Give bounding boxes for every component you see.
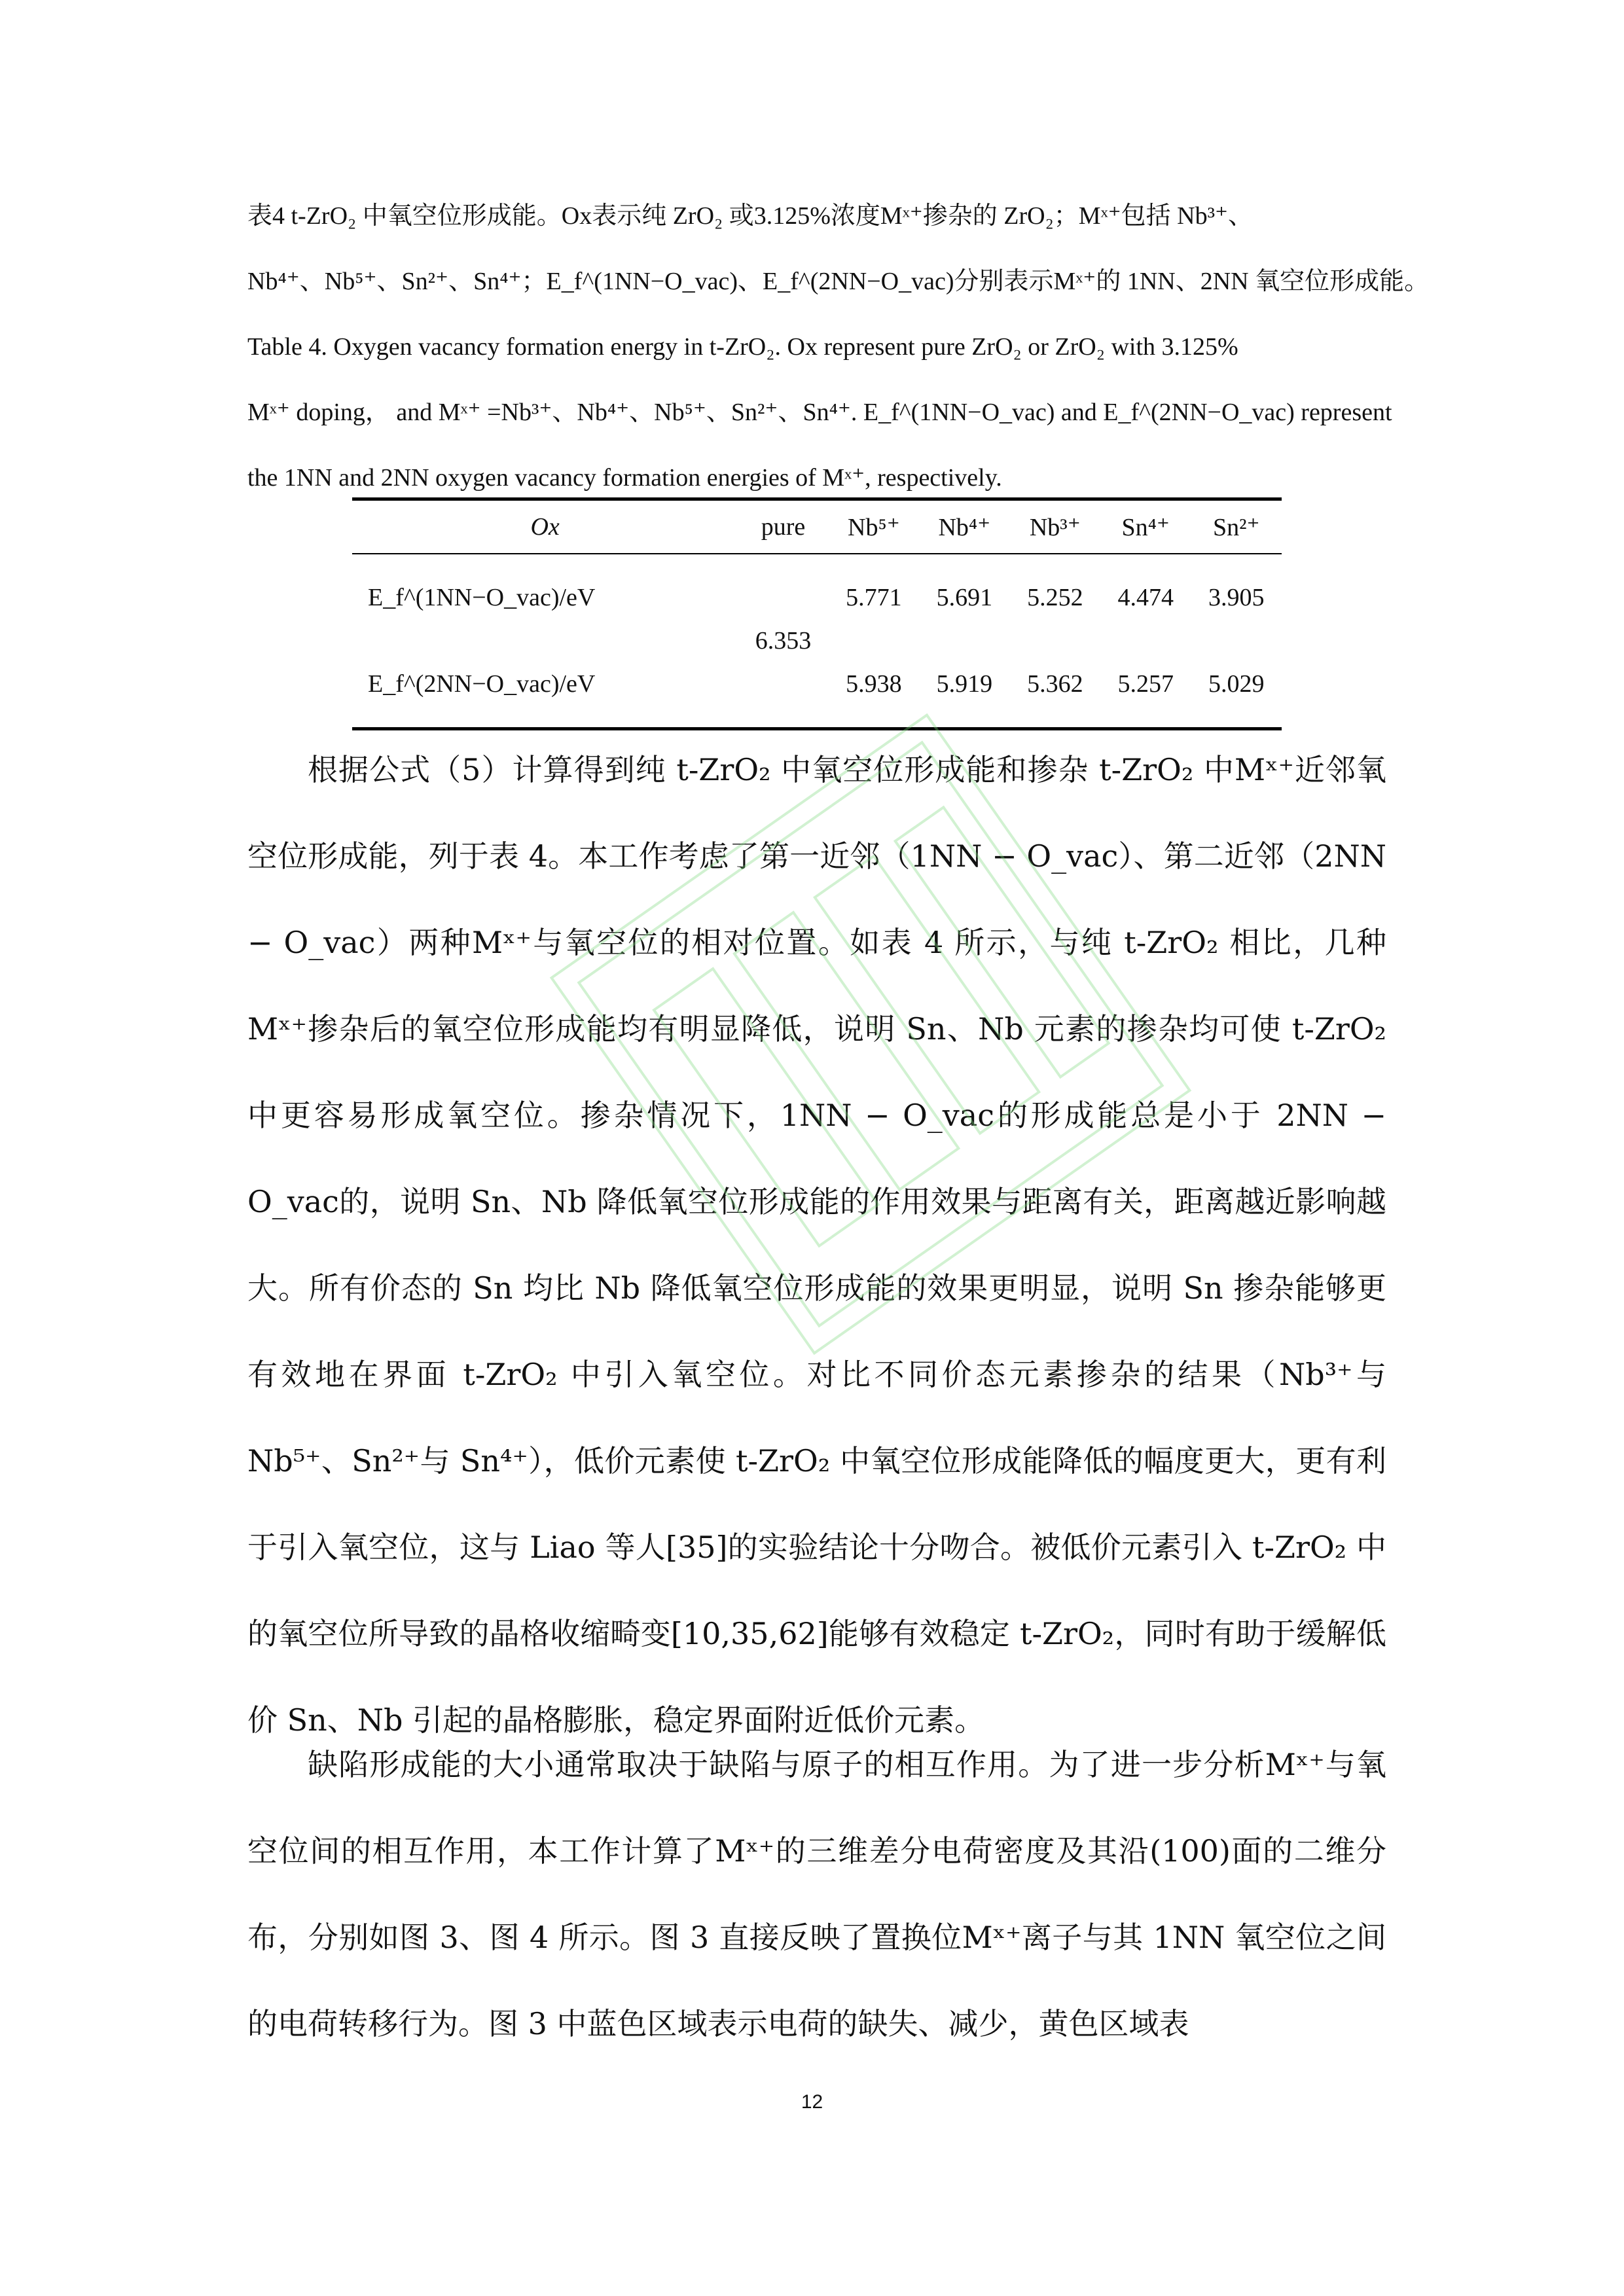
row-label-2nn: E_f^(2NN−O_vac)/eV [368, 670, 596, 698]
table-caption-en [247, 314, 1392, 511]
header-sn2: Sn²⁺ [1212, 513, 1260, 541]
table-cell: 5.257 [1117, 670, 1174, 698]
caption-en-line-1: Table 4. Oxygen vacancy formation energy in t-ZrO₂. Ox represent pure ZrO₂ or ZrO₂ with 3.125% [247, 333, 1238, 361]
header-nb4: Nb⁴⁺ [938, 513, 991, 541]
caption-zh-line-2: Nb⁴⁺、Nb⁵⁺、Sn²⁺、Sn⁴⁺；E_f^(1NN−O_vac)、E_f^(2NN−O_vac)分别表示Mˣ⁺的 1NN、2NN 氧空位形成能。 [247, 268, 1430, 295]
table-cell: 5.029 [1208, 670, 1265, 698]
table-cell: 5.362 [1027, 670, 1083, 698]
paragraph-text: 根据公式（5）计算得到纯 t-ZrO₂ 中氧空位形成能和掺杂 t-ZrO₂ 中Mˣ⁺近邻氧空位形成能，列于表 4。本工作考虑了第一近邻（1NN − O_vac）、第二近邻（2NN − O_vac）两种Mˣ⁺与氧空位的相对位置。如表 4 所示，与纯 t-ZrO₂ 相比，几种Mˣ⁺掺杂后的氧空位形成能均有明显降低，说明 Sn、Nb 元素的掺杂均可使 t-ZrO₂ 中更容易形成氧空位。掺杂情况下，1NN − O_vac的形成能总是小于 2NN − O_vac的，说明 Sn、Nb 降低氧空位形成能的作用效果与距离有关，距离越近影响越大。所有价态的 Sn 均比 Nb 降低氧空位形成能的效果更明显，说明 Sn 掺杂能够更有效地在界面 t-ZrO₂ 中引入氧空位。对比不同价态元素掺杂的结果（Nb³⁺与 Nb⁵⁺、Sn²⁺与 Sn⁴⁺），低价元素使 t-ZrO₂ 中氧空位形成能降低的幅度更大，更有利于引入氧空位，这与 Liao 等人[35]的实验结论十分吻合。被低价元素引入 t-ZrO₂ 中的氧空位所导致的晶格收缩畸变[10,35,62]能够有效稳定 t-ZrO₂，同时有助于缓解低价 Sn、Nb 引起的晶格膨胀，稳定界面附近低价元素。 [247, 752, 1386, 1738]
header-nb3: Nb³⁺ [1029, 513, 1081, 541]
table-cell: 5.919 [936, 670, 993, 698]
header-pure: pure [761, 513, 806, 541]
caption-en-line-2: Mˣ⁺ doping， and Mˣ⁺ =Nb³⁺、Nb⁴⁺、Nb⁵⁺、Sn²⁺、Sn⁴⁺. E_f^(1NN−O_vac) and E_f^(2NN−O_vac) represent [247, 399, 1392, 426]
table-cell: 5.252 [1027, 584, 1083, 611]
page-number: 12 [801, 2091, 823, 2113]
table-cell: 3.905 [1208, 584, 1265, 611]
formation-energy-table [352, 497, 1282, 730]
row-label-1nn: E_f^(1NN−O_vac)/eV [368, 584, 596, 611]
header-sn4: Sn⁴⁺ [1121, 513, 1170, 541]
header-nb5: Nb⁵⁺ [848, 513, 900, 541]
header-ox: Ox [530, 513, 560, 541]
body-paragraph-2 [247, 1721, 1386, 2067]
paragraph-text: 缺陷形成能的大小通常取决于缺陷与原子的相互作用。为了进一步分析Mˣ⁺与氧空位间的相互作用，本工作计算了Mˣ⁺的三维差分电荷密度及其沿(100)面的二维分布，分别如图 3、图 4 所示。图 3 直接反映了置换位Mˣ⁺离子与其 1NN 氧空位之间的电荷转移行为。图 3 中蓝色区域表示电荷的缺失、减少，黄色区域表 [247, 1747, 1386, 2041]
table-header-row [352, 499, 1282, 554]
caption-en-line-3: the 1NN and 2NN oxygen vacancy formation energies of Mˣ⁺, respectively. [247, 464, 1002, 492]
table-cell: 5.938 [846, 670, 902, 698]
table-cell: 5.691 [936, 584, 993, 611]
table-caption-zh [247, 183, 1430, 314]
pure-value-cell: 6.353 [755, 627, 812, 655]
caption-zh-line-1: 表4 t-ZrO₂ 中氧空位形成能。Ox表示纯 ZrO₂ 或3.125%浓度Mˣ⁺掺杂的 ZrO₂；Mˣ⁺包括 Nb³⁺、 [247, 202, 1254, 230]
table-cell: 4.474 [1117, 584, 1174, 611]
table-row [352, 554, 1282, 641]
table-cell: 5.771 [846, 584, 902, 611]
